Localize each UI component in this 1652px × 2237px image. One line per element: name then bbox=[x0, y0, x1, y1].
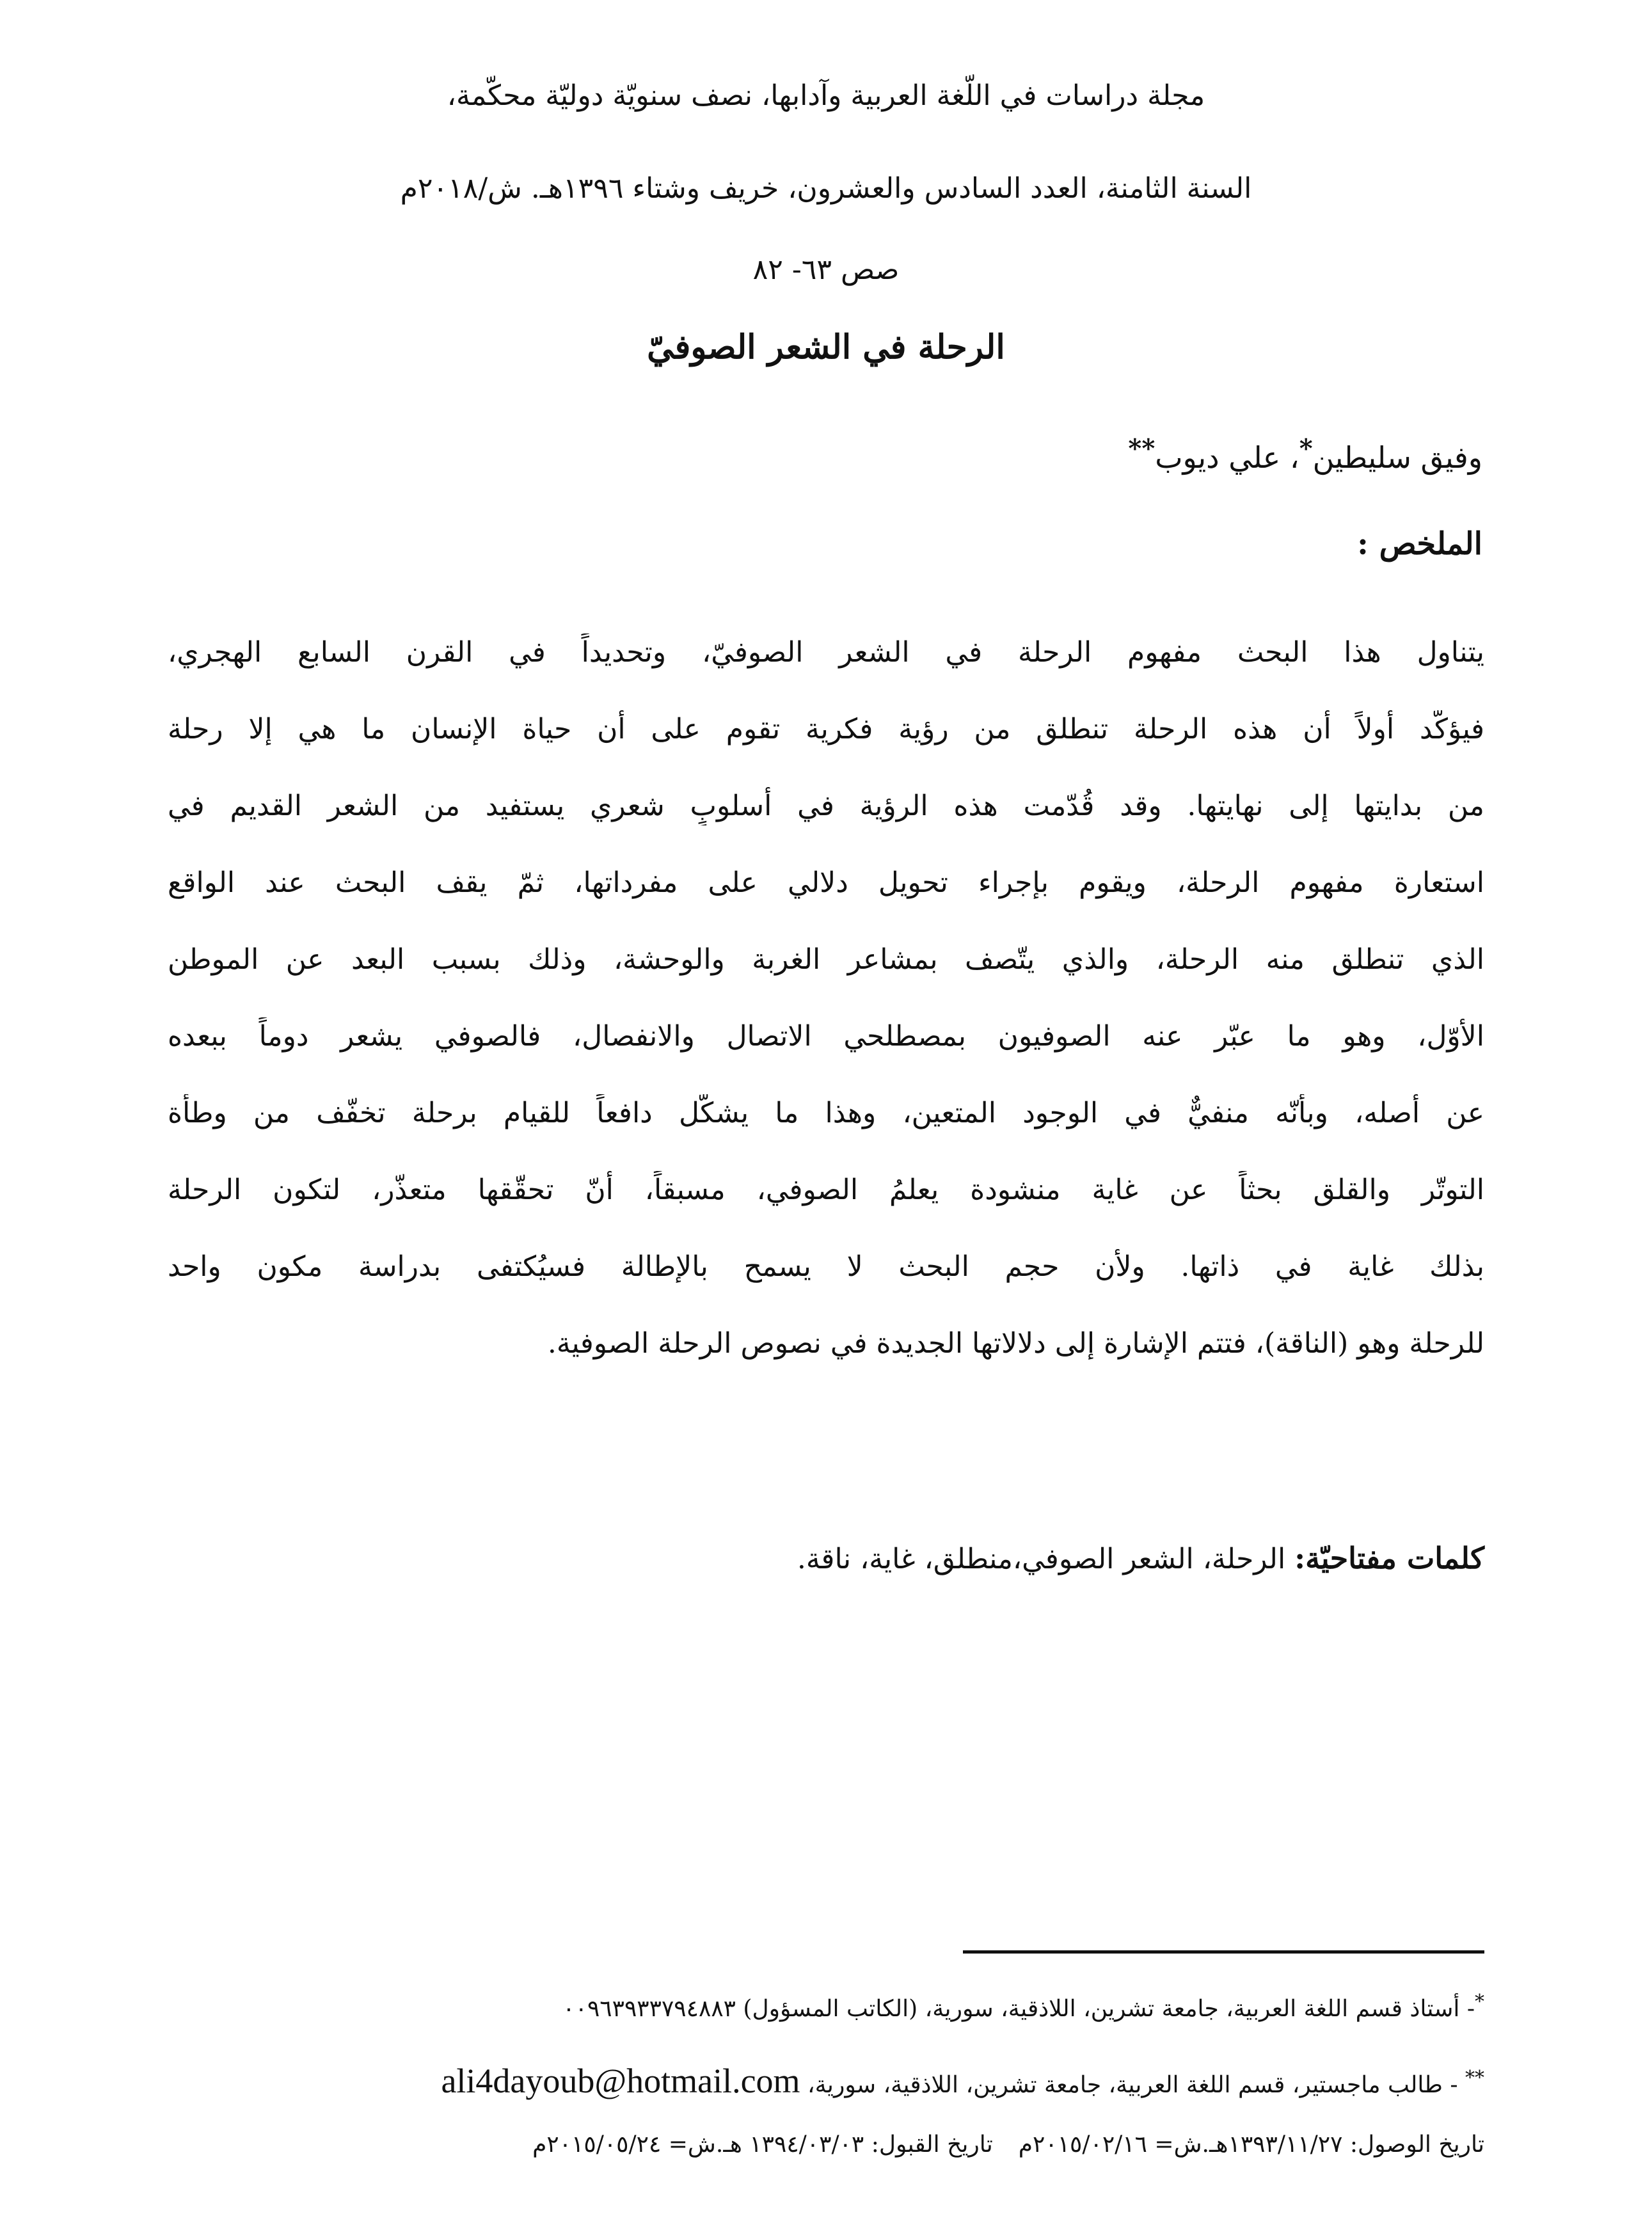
footnote-1-text: - أستاذ قسم اللغة العربية، جامعة تشرين، اللاذقية، سورية، (الكاتب المسؤول) ٠٠٩٦٣٩٣٣٧٩٤٨٨٣ bbox=[562, 1996, 1475, 2022]
author-separator: ، bbox=[1280, 440, 1299, 475]
footnote-separator bbox=[963, 1950, 1484, 1954]
abstract-line: من بدايتها إلى نهايتها. وقد قُدّمت هذه الرؤية في أسلوبٍ شعري يستفيد من الشعر القديم في bbox=[168, 790, 1484, 822]
abstract-line: للرحلة وهو (الناقة)، فتتم الإشارة إلى دلالاتها الجديدة في نصوص الرحلة الصوفية. bbox=[547, 1327, 1484, 1360]
keywords-line bbox=[797, 1536, 1484, 1582]
keywords-label: كلمات مفتاحيّة: bbox=[1294, 1541, 1484, 1575]
authors-line bbox=[1128, 435, 1482, 480]
author-2-footnote-mark: ** bbox=[1128, 433, 1156, 464]
abstract-line: الذي تنطلق منه الرحلة، والذي يتّصف بمشاعر الغربة والوحشة، وذلك بسبب البعد عن الموطن bbox=[168, 943, 1484, 976]
author-1-footnote-mark: * bbox=[1299, 433, 1313, 464]
journal-issue-line: السنة الثامنة، العدد السادس والعشرون، خريف وشتاء ١٣٩٦هـ. ش/٢٠١٨م bbox=[400, 172, 1252, 205]
footnote-author-1 bbox=[562, 1990, 1484, 2028]
author-1: وفيق سليطين bbox=[1312, 440, 1482, 475]
footnote-dates bbox=[532, 2126, 1484, 2164]
keywords-text: الرحلة، الشعر الصوفي،منطلق، غاية، ناقة. bbox=[797, 1543, 1295, 1575]
footnote-2-text: - طالب ماجستير، قسم اللغة العربية، جامعة تشرين، اللاذقية، سورية، bbox=[800, 2072, 1465, 2098]
received-date: تاريخ الوصول: ١٣٩٣/١١/٢٧هـ.ش= ٢٠١٥/٠٢/١٦م bbox=[1018, 2131, 1484, 2158]
footnote-1-mark: * bbox=[1475, 1991, 1484, 2013]
abstract-heading: الملخص : bbox=[1357, 526, 1482, 562]
footnote-author-2 bbox=[441, 2062, 1484, 2105]
abstract-line: بذلك غاية في ذاتها. ولأن حجم البحث لا يسمح بالإطالة فسيُكتفى بدراسة مكون واحد bbox=[168, 1250, 1484, 1283]
page-range: صص ٦٣- ٨٢ bbox=[752, 253, 900, 286]
author-2: علي ديوب bbox=[1155, 440, 1281, 475]
abstract-line: استعارة مفهوم الرحلة، ويقوم بإجراء تحويل دلالي على مفرداتها، ثمّ يقف البحث عند الواقع bbox=[168, 866, 1484, 899]
abstract-line: عن أصله، وبأنّه منفيٌّ في الوجود المتعين، وهذا ما يشكّل دافعاً للقيام برحلة تخفّف من وطأة bbox=[168, 1097, 1484, 1129]
abstract-line: فيؤكّد أولاً أن هذه الرحلة تنطلق من رؤية فكرية تقوم على أن حياة الإنسان ما هي إلا رحلة bbox=[168, 713, 1484, 745]
abstract-line: يتناول هذا البحث مفهوم الرحلة في الشعر الصوفيّ، وتحديداً في القرن السابع الهجري، bbox=[168, 636, 1484, 669]
author-email-link[interactable]: ali4dayoub@hotmail.com bbox=[441, 2062, 800, 2100]
footnote-2-mark: ** bbox=[1465, 2067, 1484, 2089]
accepted-date: تاريخ القبول: ١٣٩٤/٠٣/٠٣ هـ.ش= ٢٠١٥/٠٥/٢٤م bbox=[532, 2131, 993, 2158]
journal-name-line: مجلة دراسات في اللّغة العربية وآدابها، نصف سنويّة دوليّة محكّمة، bbox=[447, 79, 1205, 112]
abstract-line: الأوّل، وهو ما عبّر عنه الصوفيون بمصطلحي الاتصال والانفصال، فالصوفي يشعر دوماً ببعده bbox=[168, 1020, 1484, 1053]
abstract-line: التوتّر والقلق بحثاً عن غاية منشودة يعلمُ الصوفي، مسبقاً، أنّ تحقّقها متعذّر، لتكون الرحلة bbox=[168, 1174, 1484, 1206]
article-title: الرحلة في الشعر الصوفيّ bbox=[647, 328, 1005, 367]
